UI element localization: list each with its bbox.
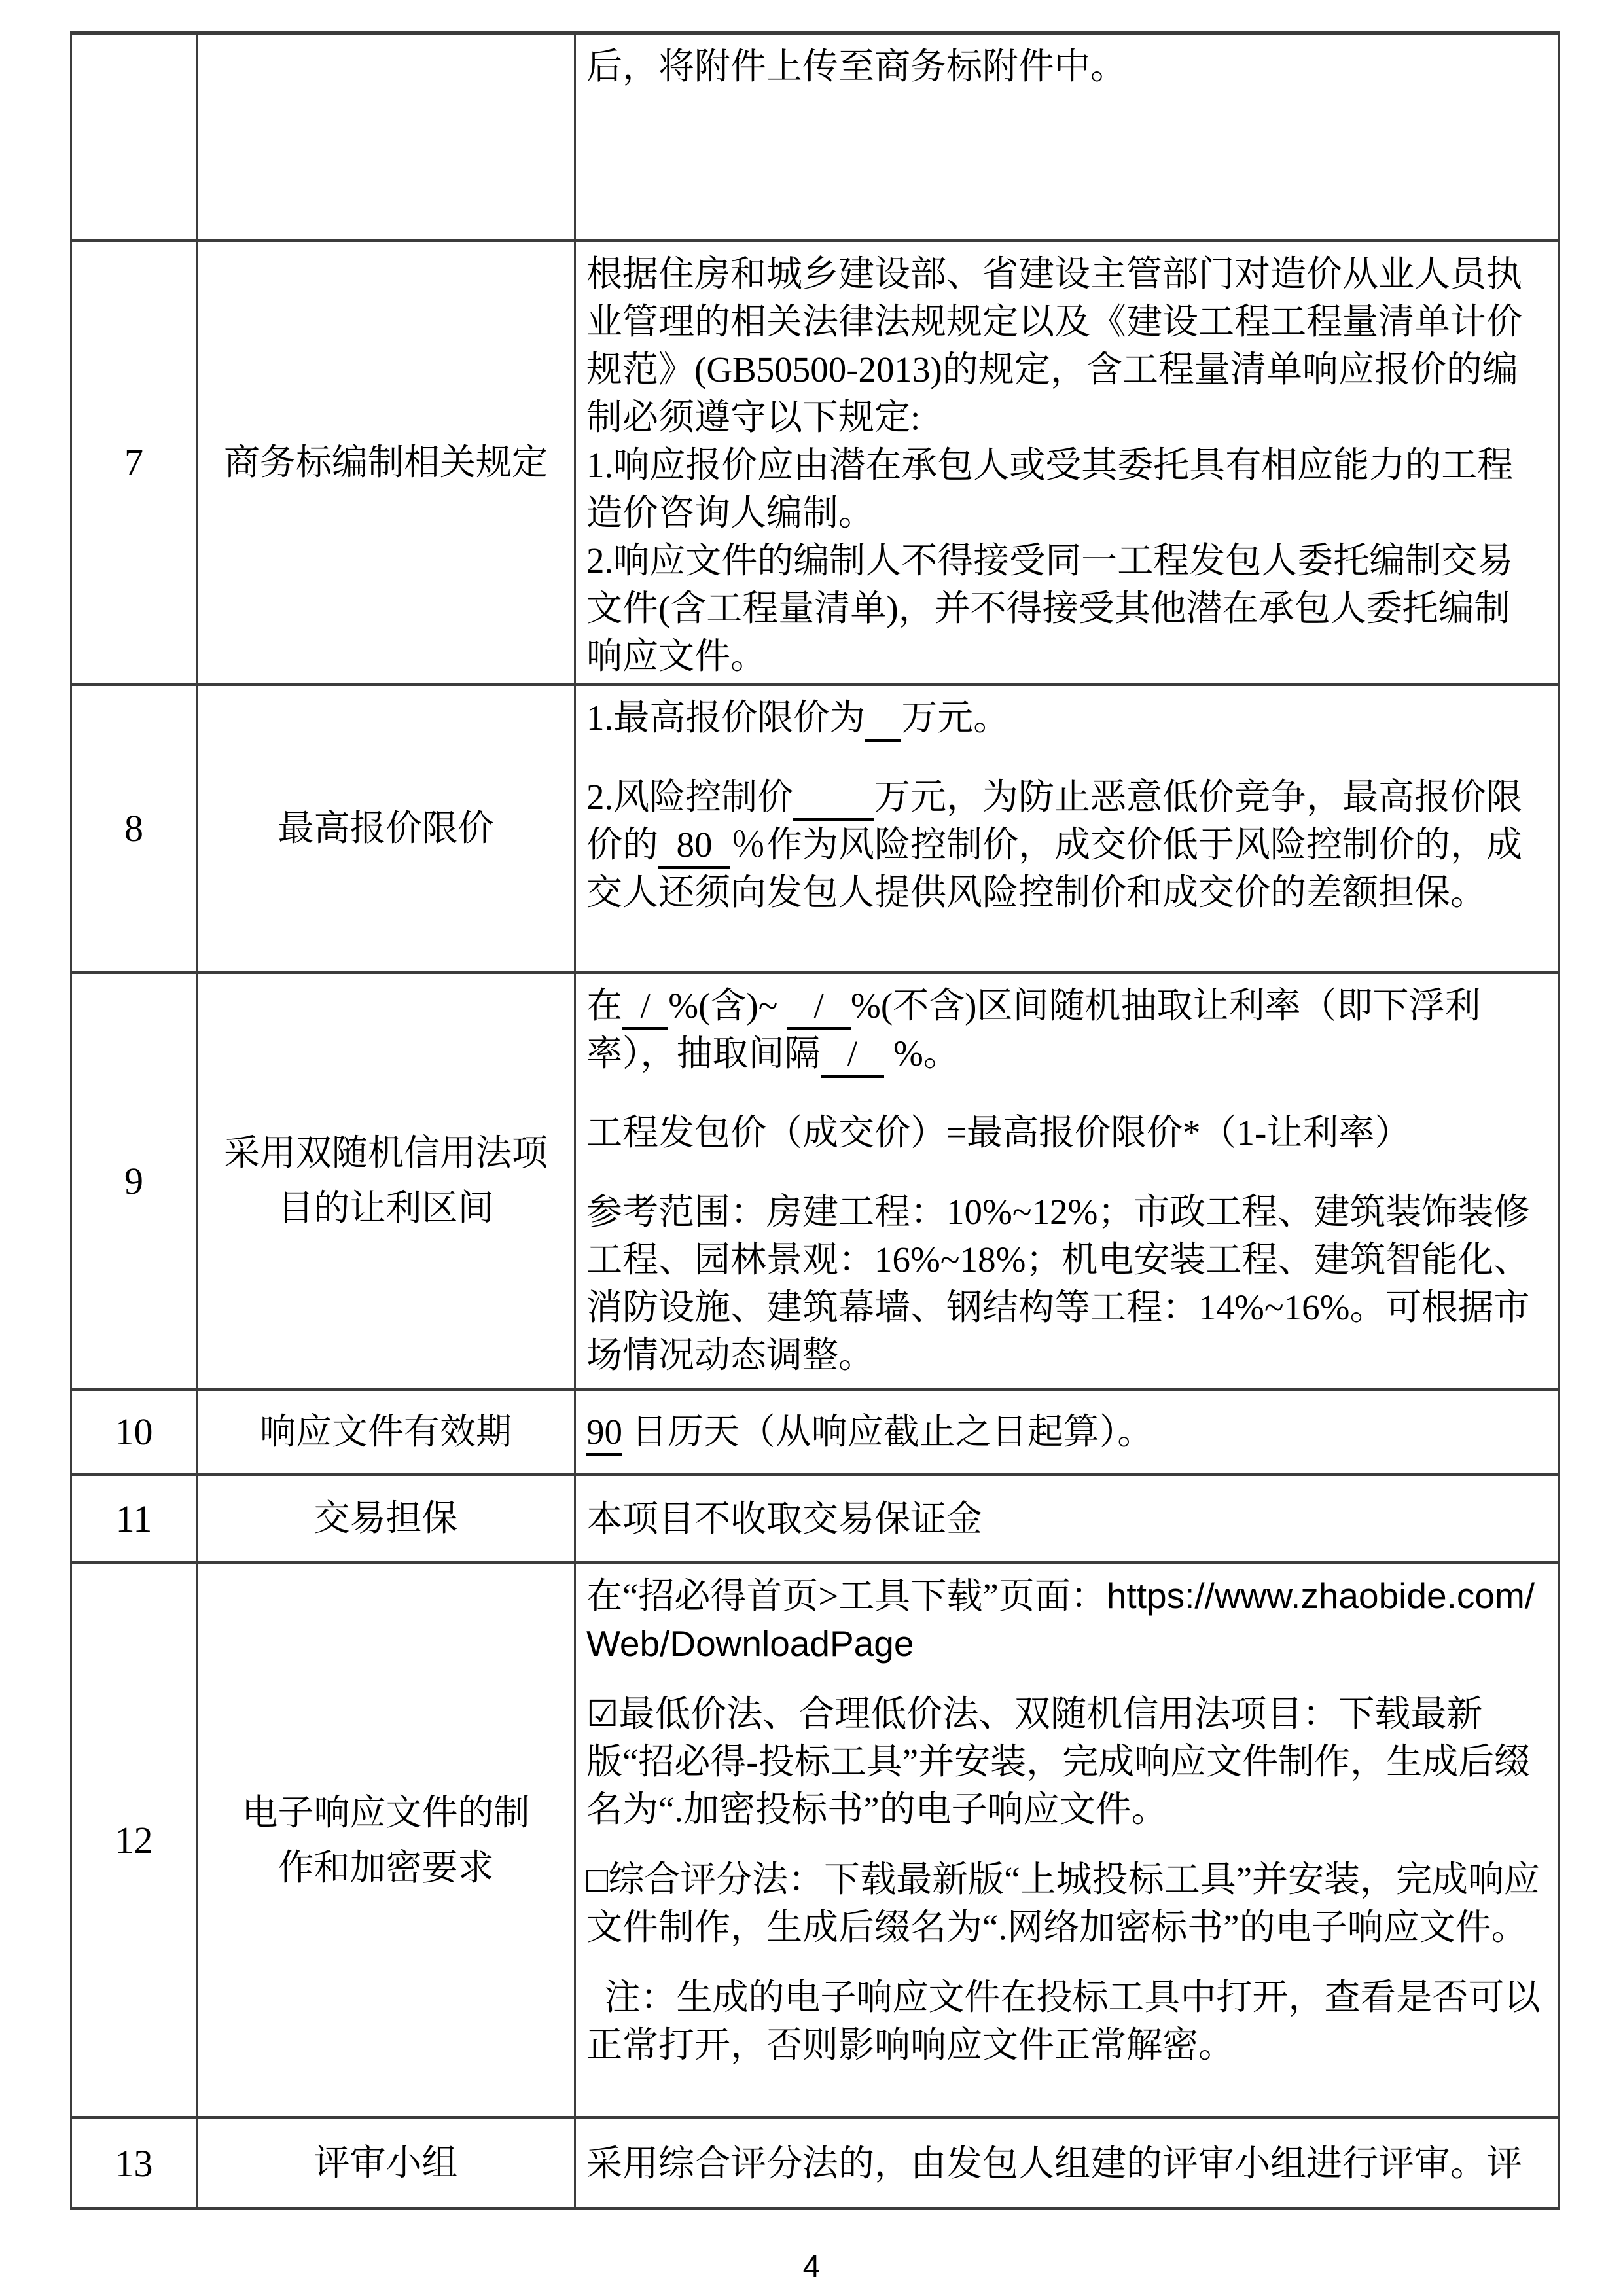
row-number-cell: 7	[71, 241, 197, 685]
content-paragraph: 1.最高报价限价为 万元。	[586, 694, 1544, 742]
content-paragraph-download-url: 在“招必得首页>工具下载”页面：https://www.zhaobide.com/Web/DownloadPage	[586, 1575, 1535, 1664]
item-content-cell	[575, 33, 1559, 241]
item-name-cell: 商务标编制相关规定	[197, 241, 575, 685]
item-content-cell	[575, 241, 1559, 685]
row-number-cell: 9	[71, 973, 197, 1390]
item-name-cell: 电子响应文件的制 作和加密要求	[197, 1563, 575, 2118]
content-paragraph: 在 / %(含)~ / %(不含)区间随机抽取让利率（即下浮利率），抽取间隔 / %。	[586, 982, 1544, 1077]
content-paragraph: 本项目不收取交易保证金	[586, 1498, 983, 1539]
item-name-cell: 采用双随机信用法项 目的让利区间	[197, 973, 575, 1390]
content-paragraph: 采用综合评分法的，由发包人组建的评审小组进行评审。评	[586, 2143, 1523, 2183]
item-content-cell	[575, 1563, 1559, 2118]
row-number-cell: 10	[71, 1390, 197, 1475]
item-name-cell: 最高报价限价	[197, 685, 575, 973]
item-content-cell	[575, 1475, 1559, 1563]
row-number-cell: 8	[71, 685, 197, 973]
content-paragraph: 工程发包价（成交价）=最高报价限价*（1-让利率）	[586, 1113, 1411, 1153]
item-name-cell: 评审小组	[197, 2118, 575, 2209]
table-row-10	[71, 1390, 1559, 1475]
table-row-8	[71, 685, 1559, 973]
content-paragraph-checked-option: ☑最低价法、合理低价法、双随机信用法项目：下载最新版“招必得-投标工具”并安装，完成响应文件制作，生成后缀名为“.加密投标书”的电子响应文件。	[586, 1694, 1531, 1829]
item-content-cell	[575, 685, 1559, 973]
table-row-7	[71, 241, 1559, 685]
content-paragraph: 根据住房和城乡建设部、省建设主管部门对造价从业人员执业管理的相关法律法规规定以及《建设工程工程量清单计价规范》(GB50500-2013)的规定，含工程量清单响应报价的编制必须遵守以下规定: 1.响应报价应由潜在承包人或受其委托具有相应能力的工程造价咨询人编制。 2.响应文件的编制人不得接受同一工程发包人委托编制交易文件(含工程量清单)，并不得接受其他潜在承包人委托编制响应文件。	[586, 254, 1523, 675]
content-paragraph: 2.风险控制价 万元，为防止恶意低价竞争，最高报价限价的 80 ％作为风险控制价，成交价低于风险控制价的，成交人还须向发包人提供风险控制价和成交价的差额担保。	[586, 777, 1523, 912]
item-name-cell	[197, 33, 575, 241]
row-number-cell	[71, 33, 197, 241]
row-number-cell: 11	[71, 1475, 197, 1563]
item-content-cell	[575, 2118, 1559, 2209]
row-number-cell: 13	[71, 2118, 197, 2209]
item-content-cell	[575, 973, 1559, 1390]
tender-terms-table	[70, 31, 1560, 2210]
page-number: 4	[802, 2250, 821, 2284]
item-name-cell: 交易担保	[197, 1475, 575, 1563]
content-paragraph: 90 日历天（从响应截止之日起算）。	[586, 1408, 1544, 1456]
table-row-9	[71, 973, 1559, 1390]
content-paragraph-note: 注：生成的电子响应文件在投标工具中打开，查看是否可以正常打开，否则影响响应文件正常解密。	[586, 1977, 1541, 2065]
item-name-cell: 响应文件有效期	[197, 1390, 575, 1475]
table-row-13	[71, 2118, 1559, 2209]
content-paragraph: 参考范围：房建工程：10%~12%；市政工程、建筑装饰装修工程、园林景观：16%~18%；机电安装工程、建筑智能化、消防设施、建筑幕墙、钢结构等工程：14%~16%。可根据市场情况动态调整。	[586, 1192, 1530, 1375]
content-paragraph-unchecked-option: □综合评分法：下载最新版“上城投标工具”并安装，完成响应文件制作，生成后缀名为“.网络加密标书”的电子响应文件。	[586, 1859, 1541, 1947]
item-content-cell	[575, 1390, 1559, 1475]
table-row-continuation	[71, 33, 1559, 241]
table-row-11	[71, 1475, 1559, 1563]
table-row-12	[71, 1563, 1559, 2118]
row-number-cell: 12	[71, 1563, 197, 2118]
content-paragraph: 后，将附件上传至商务标附件中。	[586, 46, 1127, 86]
